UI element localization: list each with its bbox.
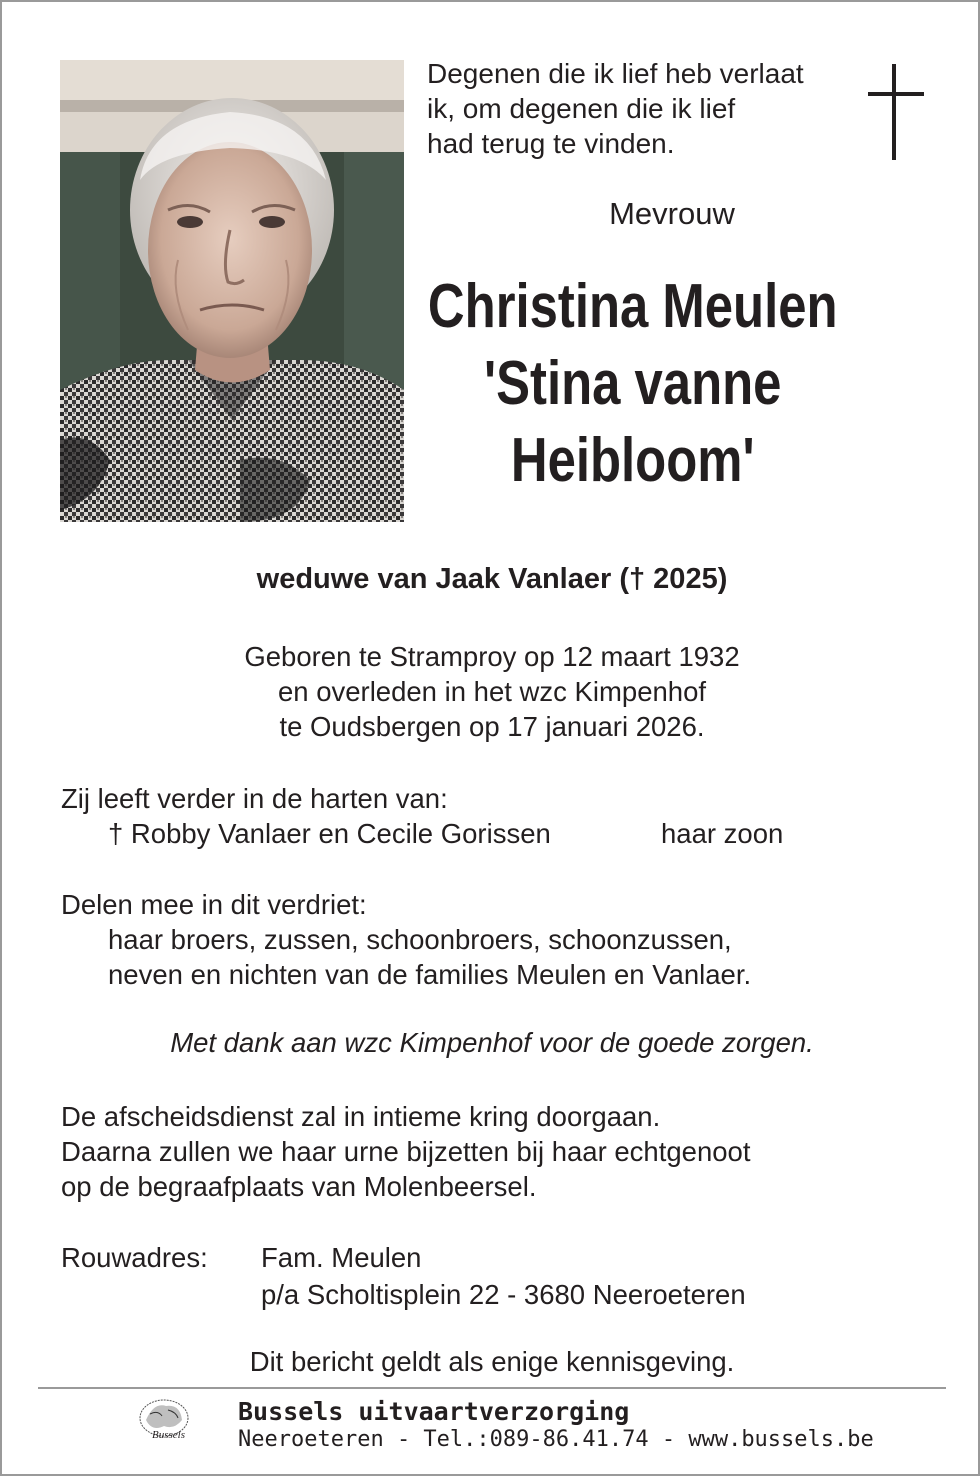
address-street: p/a Scholtisplein 22 - 3680 Neeroeteren xyxy=(261,1279,746,1310)
thanks-note: Met dank aan wzc Kimpenhof voor de goede zorgen. xyxy=(170,1027,814,1058)
address-name: Fam. Meulen xyxy=(261,1242,422,1273)
widow-line: weduwe van Jaak Vanlaer († 2025) xyxy=(256,563,728,595)
deceased-name xyxy=(422,268,843,499)
service-section xyxy=(61,1099,750,1204)
poem-line: had terug te vinden. xyxy=(427,128,675,159)
name-line: Christina Meulen xyxy=(427,272,838,341)
birth-death-details xyxy=(2,639,980,744)
bussels-logo xyxy=(134,1396,194,1448)
sharing-line: haar broers, zussen, schoonbroers, schoonzussen, xyxy=(108,924,732,955)
company-contact: Neeroeteren - Tel.:089-86.41.74 - www.bussels.be xyxy=(238,1427,874,1452)
address-label: Rouwadres: xyxy=(61,1242,208,1273)
sharing-section xyxy=(61,887,751,992)
survivors-heading: Zij leeft verder in de harten van: xyxy=(61,783,448,814)
poem-line: ik, om degenen die ik lief xyxy=(427,93,736,124)
sharing-heading: Delen mee in dit verdriet: xyxy=(61,889,367,920)
birth-line: Geboren te Stramproy op 12 maart 1932 xyxy=(244,641,740,672)
birth-line: te Oudsbergen op 17 januari 2026. xyxy=(279,711,705,742)
poem-line: Degenen die ik lief heb verlaat xyxy=(427,58,804,89)
opening-poem xyxy=(427,56,804,161)
portrait-illustration xyxy=(60,60,404,522)
bussels-logo-mark xyxy=(134,1396,194,1448)
name-line: Heibloom' xyxy=(510,426,755,495)
honorific-title: Mevrouw xyxy=(609,196,735,231)
portrait-photo xyxy=(60,60,404,522)
name-line: 'Stina vanne xyxy=(484,349,782,418)
service-line: Daarna zullen we haar urne bijzetten bij haar echtgenoot xyxy=(61,1136,751,1167)
sharing-line: neven en nichten van de families Meulen en Vanlaer. xyxy=(108,959,752,990)
service-line: De afscheidsdienst zal in intieme kring doorgaan. xyxy=(61,1101,661,1132)
service-line: op de begraafplaats van Molenbeersel. xyxy=(61,1171,537,1202)
survivor-person: † Robby Vanlaer en Cecile Gorissen xyxy=(108,818,551,849)
survivors-section xyxy=(61,781,784,851)
logo-text: Bussels xyxy=(152,1429,185,1441)
notice-line: Dit bericht geldt als enige kennisgeving. xyxy=(249,1346,735,1377)
footer-divider xyxy=(38,1387,946,1389)
address-value xyxy=(261,1239,746,1313)
birth-line: en overleden in het wzc Kimpenhof xyxy=(277,676,707,707)
survivor-relation: haar zoon xyxy=(661,818,784,849)
company-name: Bussels uitvaartverzorging xyxy=(238,1397,630,1426)
cross-icon xyxy=(868,64,924,160)
